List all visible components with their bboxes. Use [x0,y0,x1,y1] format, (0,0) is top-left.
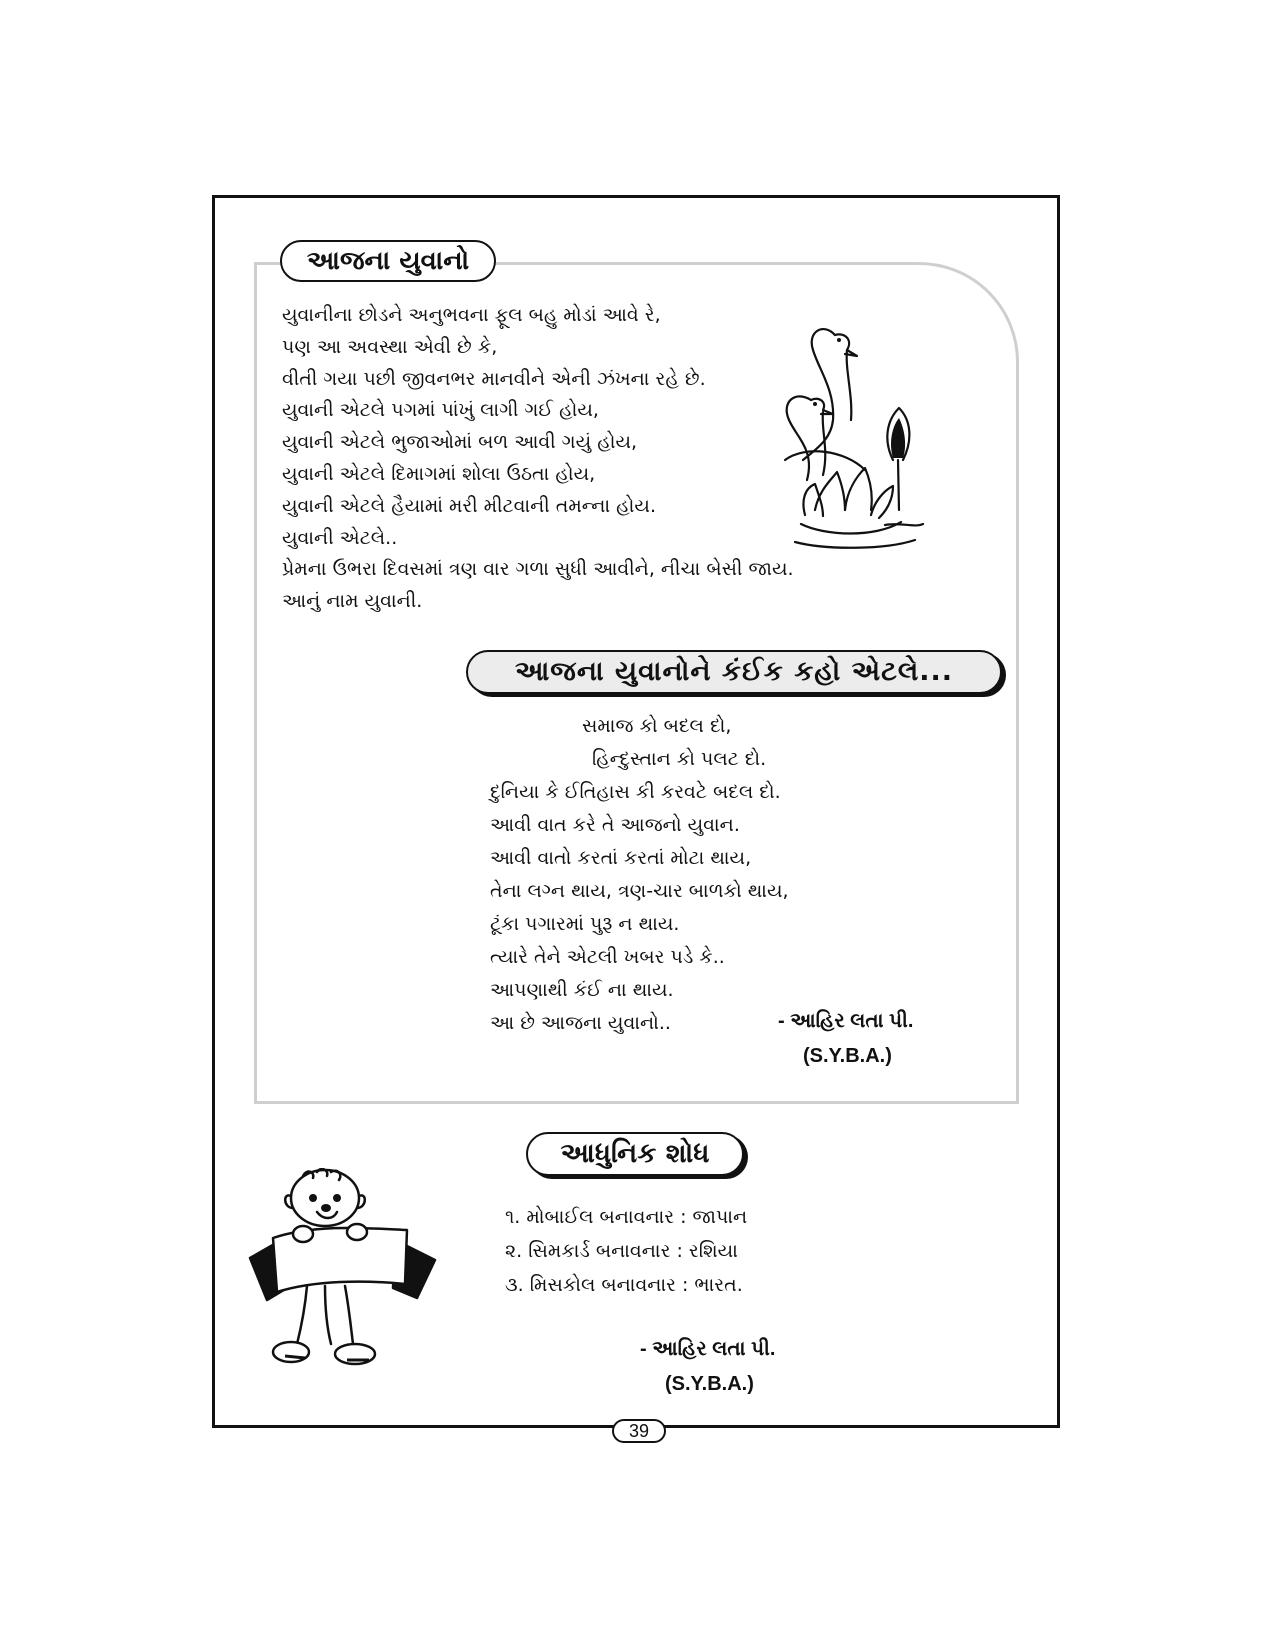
section3-author: - આહિર લતા પી. [640,1338,776,1360]
section3-title: આધુનિક શોધ [526,1132,744,1176]
poem-line: યુવાની એટલે.. [282,526,398,549]
section1-poem [282,300,794,618]
poem-line: યુવાની એટલે દિમાગમાં શોલા ઉઠતા હોય, [282,462,596,485]
poem-line: યુવાની એટલે પગમાં પાંખું લાગી ગઈ હોય, [282,399,599,422]
list-item: ૧. મોબાઈલ બનાવનાર : જાપાન [505,1206,748,1228]
list-item: ૨. સિમકાર્ડ બનાવનાર : રશિયા [505,1240,738,1262]
poem-line: પણ આ અવસ્થા એવી છે કે, [282,335,498,358]
poem-line: યુવાની એટલે ભુજાઓમાં બળ આવી ગયું હોય, [282,431,638,454]
poem-line: હિન્દુસ્તાન કો પલટ દો. [592,748,767,770]
section2-poem [490,710,789,1040]
section2-author-class: (S.Y.B.A.) [803,1045,892,1067]
section1-title: આજના યુવાનો [280,240,496,282]
poem-line: પ્રેમના ઉભરા દિવસમાં ત્રણ વાર ગળા સુધી આવીને, નીચા બેસી જાય. [282,558,794,581]
poem-line: આપણાથી કંઈ ના થાય. [490,979,674,1001]
section2-author: - આહિર લતા પી. [778,1010,914,1032]
poem-line: આનું નામ યુવાની. [282,590,423,613]
poem-line: આવી વાતો કરતાં કરતાં મોટા થાય, [490,847,752,869]
swan-lotus-illustration [775,310,925,555]
poem-line: યુવાનીના છોડને અનુભવના ફૂલ બહુ મોડાં આવે રે, [282,304,661,326]
section3-author-class: (S.Y.B.A.) [665,1373,754,1395]
poem-line: આવી વાત કરે તે આજનો યુવાન. [490,814,740,836]
poem-line: વીતી ગયા પછી જીવનભર માનવીને એની ઝંખના રહે છે. [282,367,706,390]
poem-line: ટૂંકા પગારમાં પુરૂ ન થાય. [490,913,680,935]
page-number: 39 [612,1419,666,1443]
invention-list [505,1200,747,1302]
baby-banner-illustration [245,1168,440,1378]
poem-line: તેના લગ્ન થાય, ત્રણ-ચાર બાળકો થાય, [490,880,789,902]
poem-line: યુવાની એટલે હૈયામાં મરી મીટવાની તમન્ના હોય. [282,494,656,517]
poem-line: સમાજ કો બદલ દો, [582,715,732,737]
poem-line: આ છે આજના યુવાનો.. [490,1012,671,1034]
poem-line: ત્યારે તેને એટલી ખબર પડે કે.. [490,946,725,968]
poem-line: દુનિયા કે ઈતિહાસ કી કરવટે બદલ દો. [490,781,781,803]
section2-title: આજના યુવાનોને કંઈક કહો એટલે... [466,650,1002,694]
list-item: ૩. મિસકોલ બનાવનાર : ભારત. [505,1274,743,1296]
